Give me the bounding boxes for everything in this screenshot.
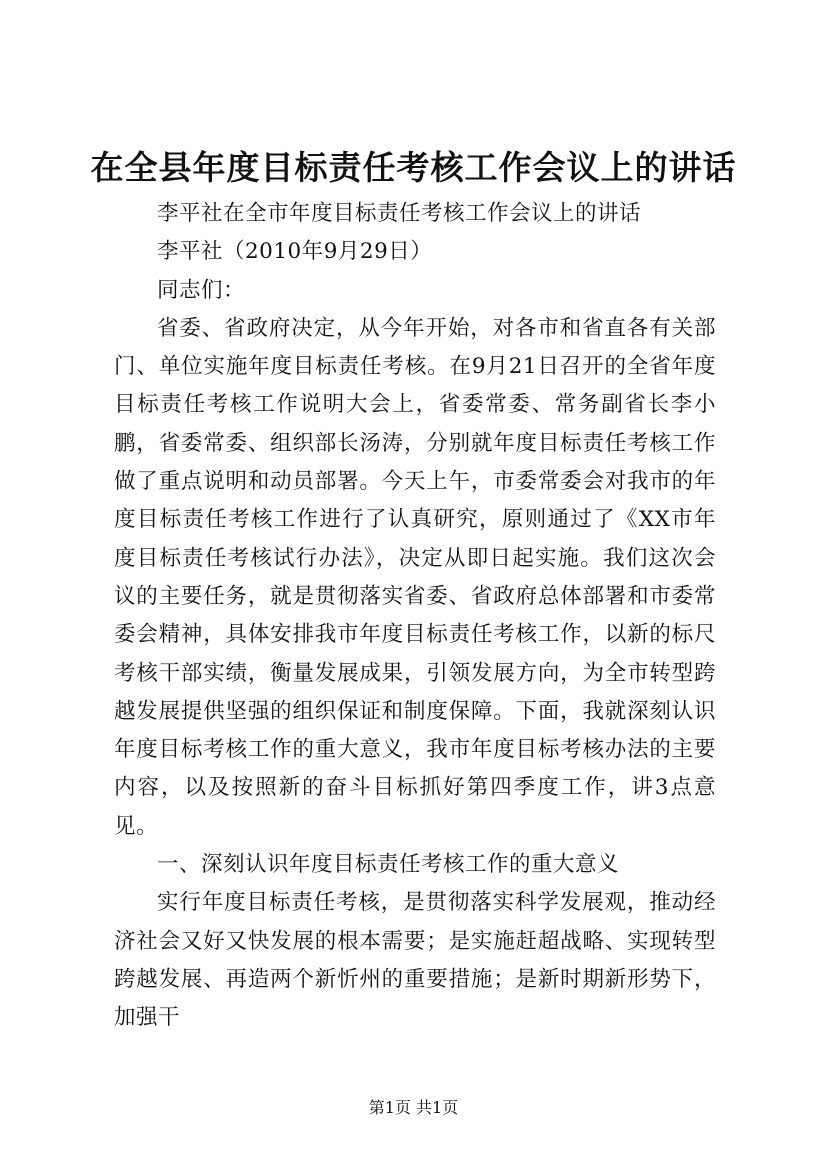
body-paragraph: 省委、省政府决定，从今年开始，对各市和省直各有关部门、单位实施年度目标责任考核。在9月21日召开的全省年度目标责任考核工作说明大会上，省委常委、常务副省长李小鹏，省委常委、组织部长汤涛，分别就年度目标责任考核工作做了重点说明和动员部署。今天上午，市委常委会对我市的年度目标责任考核工作进行了认真研究，原则通过了《XX市年度目标责任考核试行办法》，决定从即日起实施。我们这次会议的主要任务，就是贯彻落实省委、省政府总体部署和市委常委会精神，具体安排我市年度目标责任考核工作，以新的标尺考核干部实绩，衡量发展成果，引领发展方向，为全市转型跨越发展提供坚强的组织保证和制度保障。下面，我就深刻认识年度目标考核工作的重大意义，我市年度目标考核办法的主要内容，以及按照新的奋斗目标抓好第四季度工作，讲3点意见。: [114, 315, 716, 839]
document-body: [114, 195, 716, 1038]
document-title: 在全县年度目标责任考核工作会议上的讲话: [90, 148, 737, 187]
salutation-paragraph: 同志们：: [157, 277, 246, 303]
subtitle-paragraph: 李平社在全市年度目标责任考核工作会议上的讲话: [157, 201, 642, 226]
section-heading: 一、深刻认识年度目标责任考核工作的重大意义: [157, 852, 620, 878]
body-paragraph: 实行年度目标责任考核，是贯彻落实科学发展观，推动经济社会又好又快发展的根本需要；是实施赶超战略、实现转型跨越发展、再造两个新忻州的重要措施；是新时期新形势下，加强干: [114, 890, 716, 1031]
page-number-footer: 第1页 共1页: [368, 1098, 459, 1117]
author-date-paragraph: 李平社（2010年9月29日）: [157, 239, 433, 265]
